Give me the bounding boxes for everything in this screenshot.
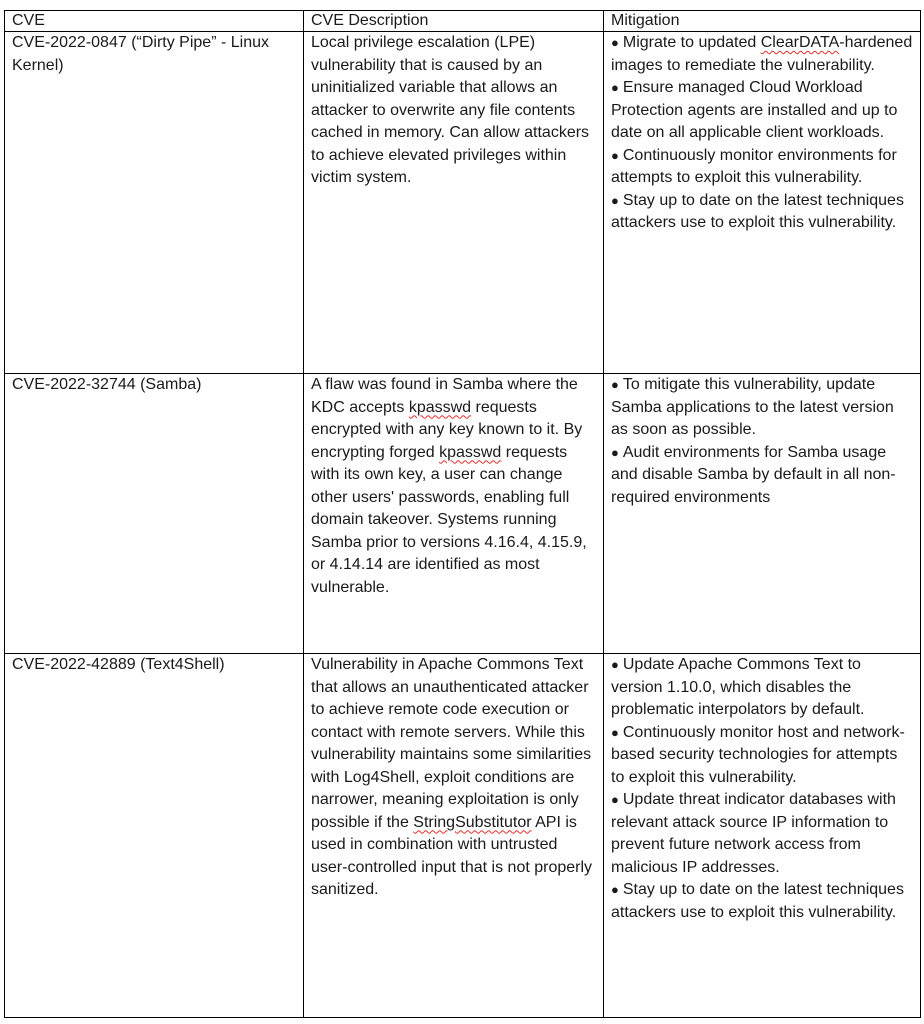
table-row	[5, 374, 921, 654]
bullet-icon: ●	[611, 724, 619, 740]
mitigation-bullet	[611, 145, 913, 190]
mitigation-text: Update threat indicator databases with relevant attack source IP information to prevent future network access from malicious IP addresses.	[611, 791, 896, 876]
mitigation-text: Update Apache Commons Text to version 1.10.0, which disables the problematic interpolators by default.	[611, 656, 865, 718]
bullet-icon: ●	[611, 444, 619, 460]
mitigation-text: Migrate to updated	[622, 34, 761, 51]
bullet-icon: ●	[611, 792, 619, 807]
mitigation-text: -hardened images to remediate the vulnerability.	[611, 34, 913, 74]
cve-description-cell: Local privilege escalation (LPE) vulnerability that is caused by an uninitialized variable that allows an attacker to overwrite any file contents cached in memory. Can allow attackers to achieve elevated privileges within victim system.	[304, 32, 604, 374]
mitigation-cell	[604, 32, 921, 374]
mitigation-text: Audit environments for Samba usage and disable Samba by default in all non-required environments	[611, 443, 896, 506]
mitigation-bullet	[611, 374, 913, 442]
bullet-icon: ●	[611, 35, 619, 50]
spellcheck-marked-word: ClearDATA	[760, 34, 840, 51]
description-text: A flaw was found in Samba where the KDC accepts	[311, 376, 578, 416]
mitigation-bullet	[611, 190, 913, 235]
mitigation-text: Stay up to date on the latest techniques attackers use to exploit this vulnerability.	[611, 191, 904, 231]
cve-id-cell: CVE-2022-32744 (Samba)	[5, 374, 304, 654]
table-header-row	[5, 11, 921, 32]
mitigation-bullet	[611, 442, 913, 510]
cve-description-cell	[304, 374, 604, 654]
mitigation-text: Continuously monitor environments for attempts to exploit this vulnerability.	[611, 146, 897, 186]
description-text: requests with its own key, a user can change other users' passwords, enabling full domain takeover. Systems running Samba prior to versions 4.16.4, 4.15.9, or 4.14.14 are identified as most vulnerable.	[311, 443, 587, 596]
header-mitigation: Mitigation	[604, 11, 921, 32]
description-text: Vulnerability in Apache Commons Text that allows an unauthenticated attacker to achieve remote code execution or contact with remote servers. While this vulnerability maintains some similarities with Log4Shell, exploit conditions are narrower, meaning exploitation is only possible if the	[311, 656, 592, 831]
spellcheck-marked-word: StringSubstitutor	[413, 813, 532, 831]
mitigation-text: Continuously monitor host and network-based security technologies for attempts to exploit this vulnerability.	[611, 723, 905, 786]
bullet-icon: ●	[611, 147, 619, 163]
cve-description-cell	[304, 654, 604, 1018]
cve-table	[4, 10, 921, 1018]
bullet-icon: ●	[611, 377, 619, 392]
spellcheck-marked-word: kpasswd	[408, 398, 472, 416]
mitigation-text: To mitigate this vulnerability, update Samba applications to the latest version as soon as possible.	[611, 376, 894, 438]
mitigation-text: Ensure managed Cloud Workload Protection agents are installed and up to date on all applicable client workloads.	[611, 79, 898, 141]
mitigation-bullet	[611, 77, 913, 145]
header-cve: CVE	[5, 11, 304, 32]
bullet-icon: ●	[611, 80, 619, 95]
cve-id-cell: CVE-2022-0847 (“Dirty Pipe” - Linux Kernel)	[5, 32, 304, 374]
bullet-icon: ●	[611, 192, 619, 208]
table-row	[5, 32, 921, 374]
mitigation-bullet	[611, 879, 913, 924]
spellcheck-marked-word: kpasswd	[439, 443, 502, 461]
mitigation-cell	[604, 654, 921, 1018]
mitigation-text: Stay up to date on the latest techniques attackers use to exploit this vulnerability.	[611, 881, 904, 921]
bullet-icon: ●	[611, 882, 619, 897]
cve-id-cell: CVE-2022-42889 (Text4Shell)	[5, 654, 304, 1018]
mitigation-bullet	[611, 722, 913, 790]
header-description: CVE Description	[304, 11, 604, 32]
bullet-icon: ●	[611, 657, 619, 672]
table-row	[5, 654, 921, 1018]
description-text: API is used in combination with untrusted user-controlled input that is not properly sanitized.	[311, 813, 593, 898]
description-text: requests encrypted with any key known to it. By encrypting forged	[311, 398, 583, 461]
mitigation-bullet	[611, 789, 913, 879]
mitigation-bullet	[611, 32, 913, 77]
mitigation-cell	[604, 374, 921, 654]
mitigation-bullet	[611, 654, 913, 722]
